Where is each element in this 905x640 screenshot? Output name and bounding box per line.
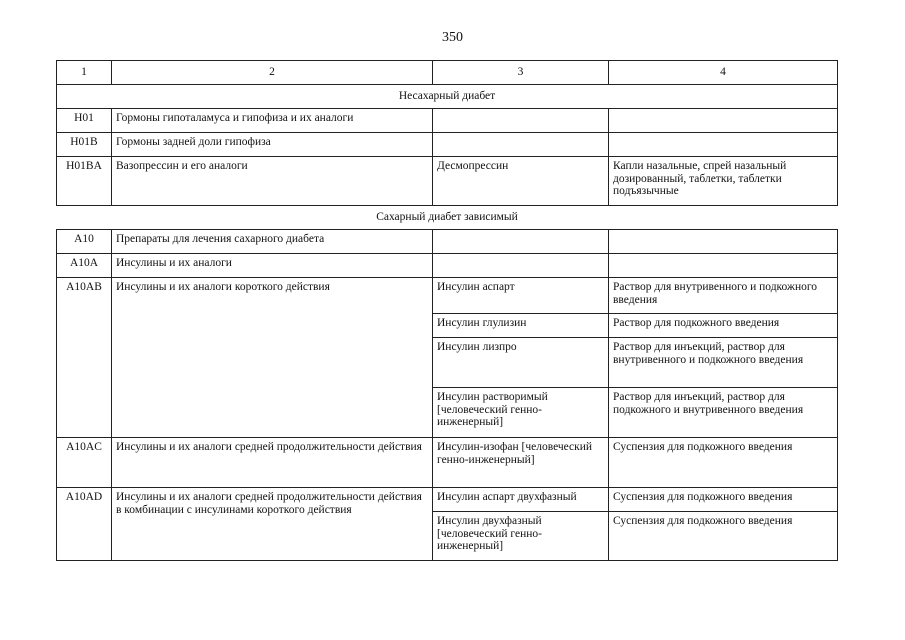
section-row xyxy=(57,206,838,230)
table-row xyxy=(57,157,838,206)
row-code: A10 xyxy=(57,230,112,254)
table-row xyxy=(57,438,838,488)
row-code: A10AB xyxy=(57,278,112,438)
page-number: 350 xyxy=(442,30,463,45)
row-form: Раствор для инъекций, раствор для подкожного и внутривенного введения xyxy=(609,388,838,438)
row-form: Суспензия для подкожного введения xyxy=(609,438,838,488)
row-drug xyxy=(433,133,609,157)
row-name: Гормоны задней доли гипофиза xyxy=(112,133,433,157)
section-title: Сахарный диабет зависимый xyxy=(57,206,838,230)
row-name: Препараты для лечения сахарного диабета xyxy=(112,230,433,254)
row-form: Суспензия для подкожного введения xyxy=(609,488,838,512)
table-row xyxy=(57,133,838,157)
row-code: A10AD xyxy=(57,488,112,561)
row-form: Раствор для подкожного введения xyxy=(609,314,838,338)
row-name: Вазопрессин и его аналоги xyxy=(112,157,433,206)
row-drug xyxy=(433,109,609,133)
header-col-4: 4 xyxy=(609,61,838,85)
row-drug: Инсулин двухфазный [человеческий генно-инженерный] xyxy=(433,512,609,561)
row-code: H01 xyxy=(57,109,112,133)
table-row xyxy=(57,230,838,254)
row-drug: Десмопрессин xyxy=(433,157,609,206)
table-row xyxy=(57,254,838,278)
row-form xyxy=(609,109,838,133)
row-code: A10AC xyxy=(57,438,112,488)
row-form: Капли назальные, спрей назальный дозированный, таблетки, таблетки подъязычные xyxy=(609,157,838,206)
row-form xyxy=(609,133,838,157)
row-code: H01B xyxy=(57,133,112,157)
row-form: Раствор для внутривенного и подкожного введения xyxy=(609,278,838,314)
row-drug: Инсулин-изофан [человеческий генно-инженерный] xyxy=(433,438,609,488)
row-drug: Инсулин аспарт двухфазный xyxy=(433,488,609,512)
row-drug: Инсулин лизпро xyxy=(433,338,609,388)
row-drug xyxy=(433,254,609,278)
row-code: A10A xyxy=(57,254,112,278)
table-row xyxy=(57,109,838,133)
table-header-row xyxy=(57,61,838,85)
section-title: Несахарный диабет xyxy=(57,85,838,109)
row-form: Суспензия для подкожного введения xyxy=(609,512,838,561)
header-col-1: 1 xyxy=(57,61,112,85)
row-name: Инсулины и их аналоги xyxy=(112,254,433,278)
drug-table xyxy=(56,60,838,561)
row-drug: Инсулин аспарт xyxy=(433,278,609,314)
row-form: Раствор для инъекций, раствор для внутривенного и подкожного введения xyxy=(609,338,838,388)
header-col-2: 2 xyxy=(112,61,433,85)
row-drug: Инсулин глулизин xyxy=(433,314,609,338)
row-name: Гормоны гипоталамуса и гипофиза и их аналоги xyxy=(112,109,433,133)
row-code: H01BA xyxy=(57,157,112,206)
row-name: Инсулины и их аналоги средней продолжительности действия xyxy=(112,438,433,488)
row-form xyxy=(609,230,838,254)
row-drug xyxy=(433,230,609,254)
row-form xyxy=(609,254,838,278)
row-drug: Инсулин растворимый [человеческий генно-инженерный] xyxy=(433,388,609,438)
row-name: Инсулины и их аналоги короткого действия xyxy=(112,278,433,438)
table-row xyxy=(57,278,838,314)
header-col-3: 3 xyxy=(433,61,609,85)
section-row xyxy=(57,85,838,109)
row-name: Инсулины и их аналоги средней продолжительности действия в комбинации с инсулинами короткого действия xyxy=(112,488,433,561)
table-row xyxy=(57,488,838,512)
